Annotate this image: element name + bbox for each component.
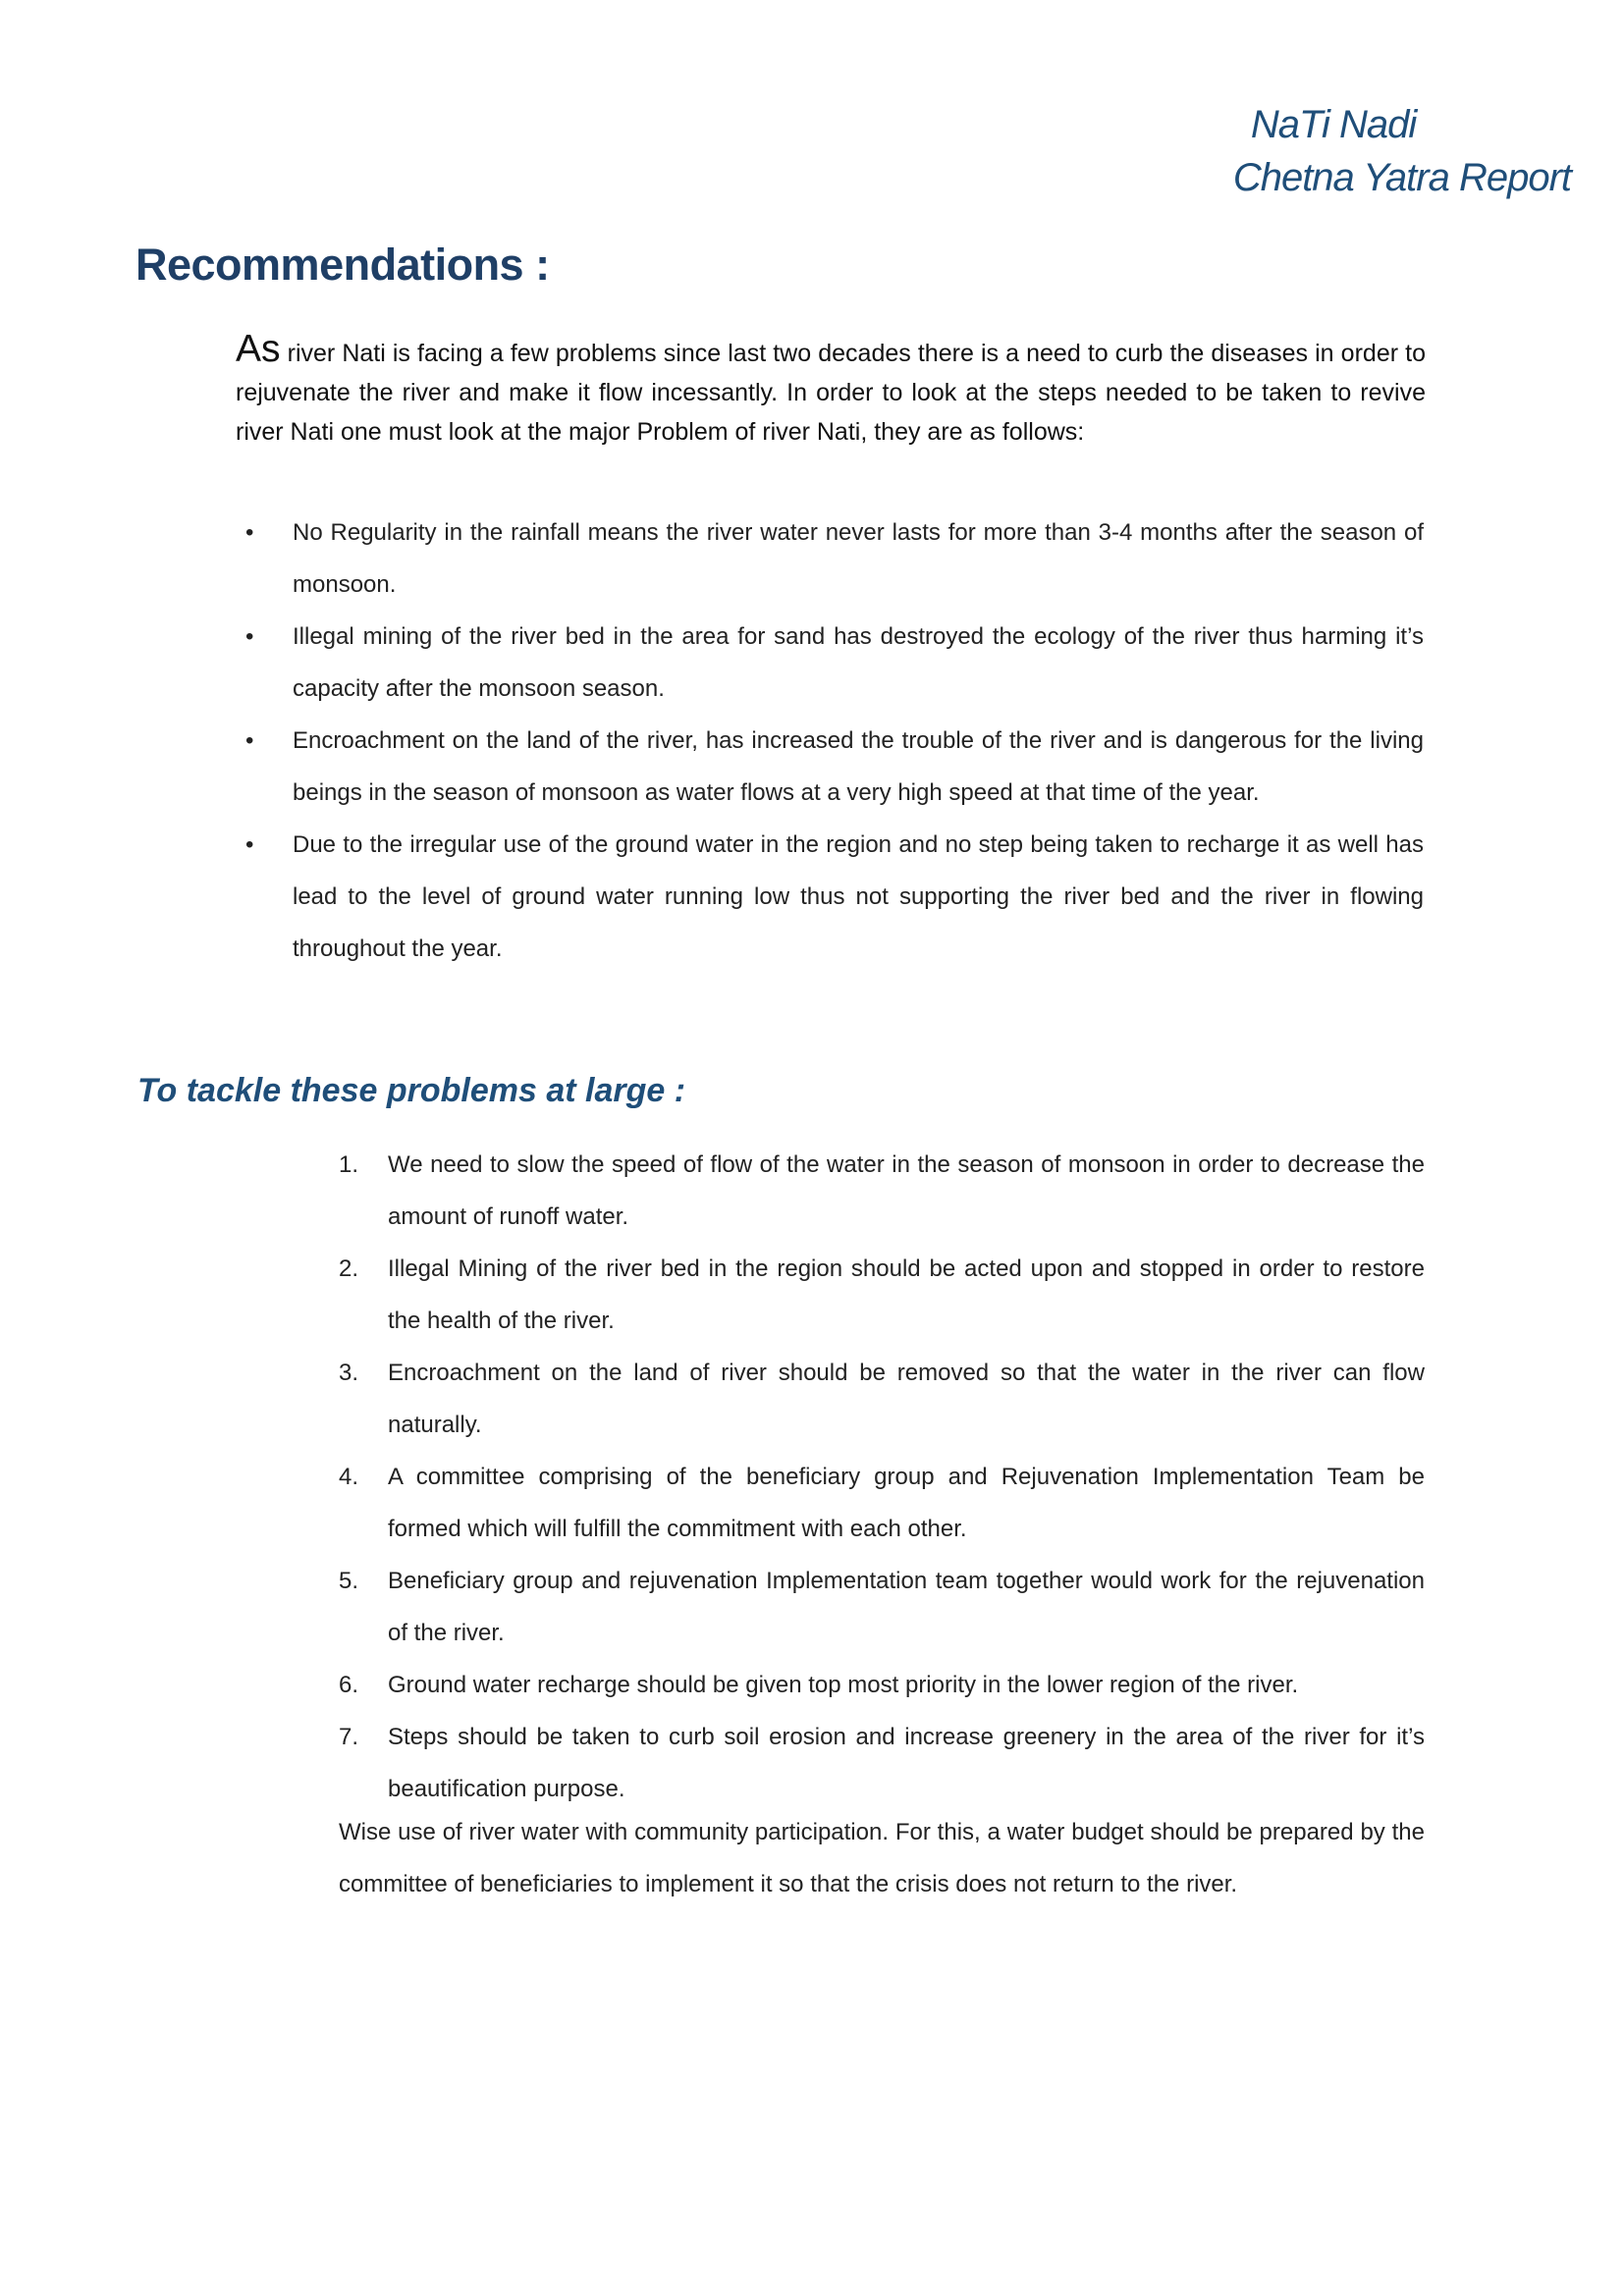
list-item <box>245 715 1424 819</box>
list-item <box>339 1243 1425 1347</box>
list-item <box>245 819 1424 975</box>
closing-paragraph: Wise use of river water with community participation. For this, a water budget should be prepared by the committee of beneficiaries to implement it so that the crisis does not return to the river. <box>339 1819 1425 1897</box>
list-item <box>245 611 1424 715</box>
intro-paragraph <box>236 330 1426 452</box>
list-item-text: Ground water recharge should be given top most priority in the lower region of the river. <box>388 1672 1299 1698</box>
report-header <box>1233 98 1571 204</box>
list-item-number: 5. <box>339 1568 359 1594</box>
list-item-number: 6. <box>339 1672 359 1698</box>
list-item-text: A committee comprising of the beneficiary group and Rejuvenation Implementation Team be formed which will fulfill the commitment with each other. <box>388 1464 1425 1542</box>
report-header-subtitle: Chetna Yatra Report <box>1232 156 1571 199</box>
list-item-text: Encroachment on the land of river should be removed so that the water in the river can flow naturally. <box>388 1360 1425 1438</box>
list-item-number: 1. <box>339 1151 359 1178</box>
list-item-number: 2. <box>339 1255 359 1282</box>
bullet-icon: • <box>245 727 254 754</box>
list-item <box>339 1347 1425 1451</box>
list-item <box>339 1451 1425 1555</box>
bullet-icon: • <box>245 831 254 858</box>
bullet-icon: • <box>245 519 254 546</box>
list-item-number: 4. <box>339 1464 359 1490</box>
list-item-text: Illegal mining of the river bed in the area for sand has destroyed the ecology of the river thus harming it’s capacity after the monsoon season. <box>293 623 1424 702</box>
section-subheading: To tackle these problems at large : <box>137 1072 686 1109</box>
list-item-text: Due to the irregular use of the ground water in the region and no step being taken to recharge it as well has lead to the level of ground water running low thus not supporting the river bed and the river in flowing throughout the year. <box>293 831 1424 962</box>
list-item-text: We need to slow the speed of flow of the water in the season of monsoon in order to decrease the amount of runoff water. <box>388 1151 1425 1230</box>
intro-text: river Nati is facing a few problems since last two decades there is a need to curb the diseases in order to rejuvenate the river and make it flow incessantly. In order to look at the steps needed to be taken to revive river Nati one must look at the major Problem of river Nati, they are as follows: <box>236 340 1426 446</box>
list-item-text: Encroachment on the land of the river, has increased the trouble of the river and is dangerous for the living beings in the season of monsoon as water flows at a very high speed at that time of the year. <box>293 727 1424 806</box>
list-item <box>339 1139 1425 1243</box>
report-header-title: NaTi Nadi <box>1250 103 1417 146</box>
list-item-text: Beneficiary group and rejuvenation Implementation team together would work for the rejuvenation of the river. <box>388 1568 1425 1646</box>
list-item-text: Steps should be taken to curb soil erosion and increase greenery in the area of the river for it’s beautification purpose. <box>388 1724 1425 1802</box>
list-item-text: No Regularity in the rainfall means the river water never lasts for more than 3-4 months after the season of monsoon. <box>293 519 1424 598</box>
list-item <box>339 1711 1425 1815</box>
problems-list <box>245 507 1424 975</box>
steps-list <box>339 1139 1425 1815</box>
list-item-text: Illegal Mining of the river bed in the region should be acted upon and stopped in order to restore the health of the river. <box>388 1255 1425 1334</box>
page-title: Recommendations : <box>135 240 550 290</box>
bullet-icon: • <box>245 623 254 650</box>
intro-dropcap: As <box>236 328 281 370</box>
list-item <box>339 1659 1425 1711</box>
list-item-number: 7. <box>339 1724 359 1750</box>
list-item <box>339 1555 1425 1659</box>
list-item-number: 3. <box>339 1360 359 1386</box>
list-item <box>245 507 1424 611</box>
